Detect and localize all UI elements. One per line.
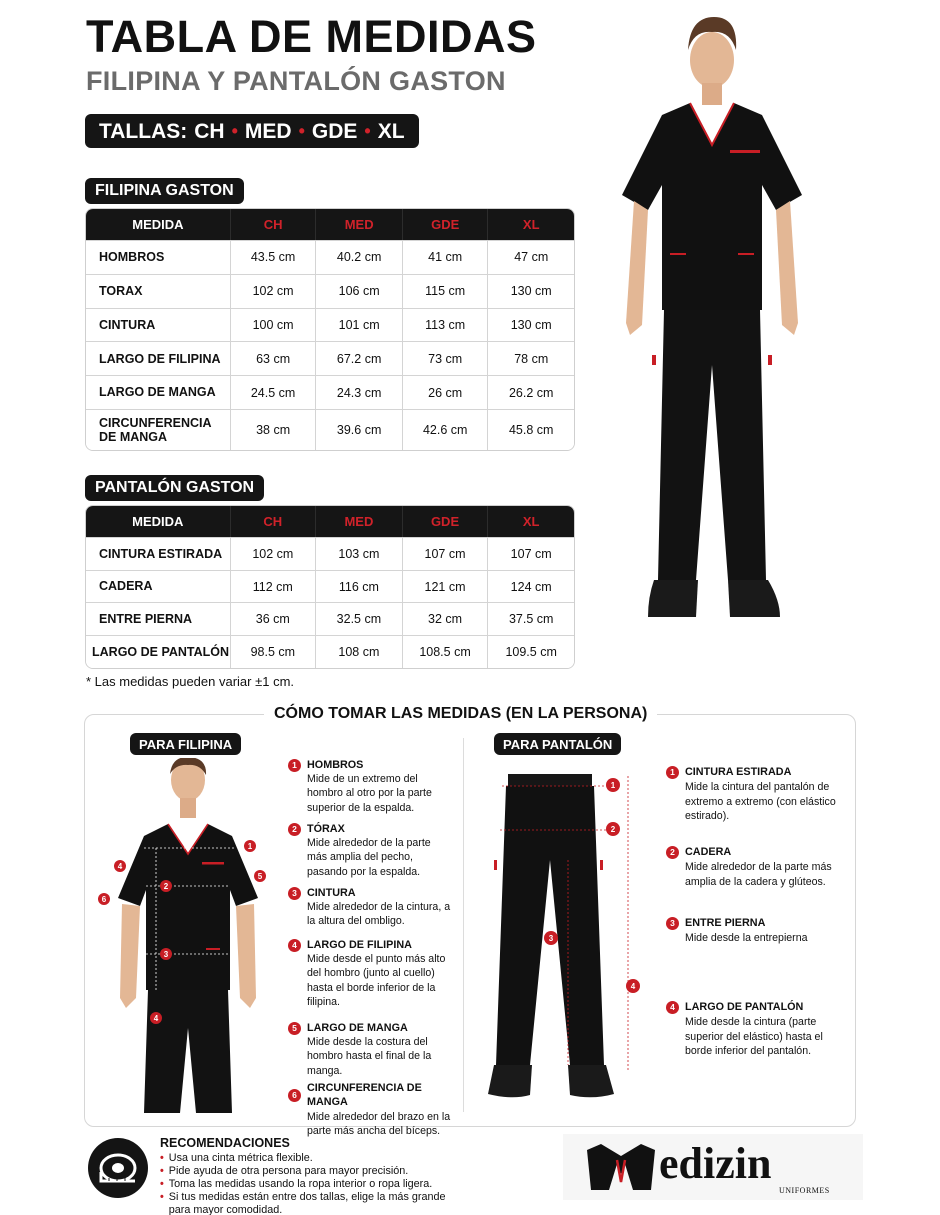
table-row: [86, 308, 574, 342]
table-cell: 32.5 cm: [316, 602, 403, 635]
filipina-section-label: FILIPINA GASTON: [85, 178, 244, 204]
column-header: GDE: [403, 506, 489, 537]
table-cell: 101 cm: [316, 308, 403, 342]
table-cell: 112 cm: [231, 570, 317, 603]
howto-title: CÓMO TOMAR LAS MEDIDAS (EN LA PERSONA): [264, 705, 657, 723]
column-header: CH: [231, 209, 317, 240]
table-cell: 98.5 cm: [231, 635, 317, 668]
row-label: CINTURA ESTIRADA: [86, 537, 231, 570]
svg-text:5: 5: [257, 872, 263, 881]
table-cell: 63 cm: [231, 341, 317, 375]
row-label: HOMBROS: [86, 240, 231, 274]
page-subtitle: FILIPINA Y PANTALÓN GASTON: [86, 66, 506, 96]
table-cell: 130 cm: [488, 308, 574, 342]
table-cell: 100 cm: [231, 308, 317, 342]
step-number-badge: 4: [288, 939, 301, 952]
step-number-badge: 3: [666, 917, 679, 930]
bullet-icon: •: [160, 1177, 164, 1190]
svg-text:6: 6: [101, 895, 107, 904]
size-ch: CH: [194, 119, 225, 143]
row-label: CADERA: [86, 570, 231, 603]
column-header: MEDIDA: [86, 209, 231, 240]
filipina-size-table: [85, 208, 575, 451]
bullet-icon: •: [298, 121, 305, 141]
row-label: ENTRE PIERNA: [86, 602, 231, 635]
table-row: [86, 274, 574, 308]
table-cell: 40.2 cm: [316, 240, 403, 274]
table-cell: 102 cm: [231, 274, 317, 308]
svg-text:2: 2: [610, 825, 616, 834]
para-pantalon-label: PARA PANTALÓN: [494, 733, 621, 755]
measurement-note: * Las medidas pueden variar ±1 cm.: [86, 674, 295, 689]
bullet-icon: •: [160, 1152, 164, 1164]
table-row: [86, 341, 574, 375]
logo-tagline: UNIFORMES: [779, 1186, 830, 1195]
size-gde: GDE: [311, 119, 358, 143]
bullet-icon: •: [364, 121, 371, 141]
svg-text:4: 4: [117, 862, 123, 871]
step-number-badge: 2: [288, 823, 301, 836]
table-cell: 26.2 cm: [488, 375, 574, 409]
table-row: [86, 375, 574, 409]
step-number-badge: 1: [288, 759, 301, 772]
svg-text:1: 1: [610, 781, 616, 790]
table-cell: 107 cm: [403, 537, 489, 570]
table-cell: 37.5 cm: [488, 602, 574, 635]
table-cell: 107 cm: [488, 537, 574, 570]
table-cell: 103 cm: [316, 537, 403, 570]
svg-text:4: 4: [630, 982, 636, 991]
pantalon-measure-diagram: [482, 770, 652, 1105]
bullet-icon: •: [231, 121, 238, 141]
table-cell: 130 cm: [488, 274, 574, 308]
step-number-badge: 2: [666, 846, 679, 859]
step-number-badge: 3: [288, 887, 301, 900]
table-cell: 26 cm: [403, 375, 489, 409]
column-header: MEDIDA: [86, 506, 231, 537]
table-row: [86, 409, 574, 450]
table-cell: 108.5 cm: [403, 635, 489, 668]
column-header: XL: [488, 209, 574, 240]
table-cell: 113 cm: [403, 308, 489, 342]
table-cell: 78 cm: [488, 341, 574, 375]
table-cell: 47 cm: [488, 240, 574, 274]
table-cell: 32 cm: [403, 602, 489, 635]
row-label: CIRCUNFERENCIA DE MANGA: [86, 409, 231, 450]
table-cell: 38 cm: [231, 409, 317, 450]
svg-text:3: 3: [163, 950, 169, 959]
recommendations-list: [160, 1152, 460, 1215]
step-largo-manga: 5 LARGO DE MANGA Mide desde la costura del hombro hasta el final de la manga.: [288, 1021, 453, 1078]
logo-wordmark: edizin: [659, 1139, 772, 1188]
column-header: CH: [231, 506, 317, 537]
table-cell: 24.5 cm: [231, 375, 317, 409]
table-cell: 116 cm: [316, 570, 403, 603]
size-xl: XL: [377, 119, 405, 143]
table-cell: 124 cm: [488, 570, 574, 603]
row-label: CINTURA: [86, 308, 231, 342]
table-cell: 67.2 cm: [316, 341, 403, 375]
table-cell: 109.5 cm: [488, 635, 574, 668]
list-item: • Pide ayuda de otra persona para mayor precisión.: [160, 1164, 409, 1177]
svg-text:1: 1: [247, 842, 253, 851]
table-cell: 73 cm: [403, 341, 489, 375]
medizin-logo: [563, 1134, 863, 1200]
table-cell: 102 cm: [231, 537, 317, 570]
table-cell: 36 cm: [231, 602, 317, 635]
column-header: GDE: [403, 209, 489, 240]
table-cell: 24.3 cm: [316, 375, 403, 409]
model-photo: [590, 5, 835, 635]
step-largo-filipina: 4 LARGO DE FILIPINA Mide desde el punto más alto del hombro (junto al cuello) hasta el borde inferior de la filipina.: [288, 938, 453, 1009]
recommendations-title: RECOMENDACIONES: [160, 1136, 290, 1150]
column-header: XL: [488, 506, 574, 537]
step-cadera: 2 CADERA Mide alrededor de la parte más amplia de la cadera y glúteos.: [666, 845, 841, 889]
table-cell: 42.6 cm: [403, 409, 489, 450]
table-cell: 115 cm: [403, 274, 489, 308]
pantalon-section-label: PANTALÓN GASTON: [85, 475, 264, 501]
table-row: [86, 570, 574, 603]
list-item: • Si tus medidas están entre dos tallas, elige la más grande para mayor comodidad.: [160, 1190, 446, 1215]
list-item: • Usa una cinta métrica flexible.: [160, 1152, 313, 1164]
measuring-tape-icon: [87, 1137, 149, 1199]
table-row: [86, 602, 574, 635]
list-item: • Toma las medidas usando la ropa interior o ropa ligera.: [160, 1177, 433, 1190]
pantalon-size-table: [85, 505, 575, 669]
table-cell: 43.5 cm: [231, 240, 317, 274]
size-med: MED: [244, 119, 292, 143]
table-cell: 121 cm: [403, 570, 489, 603]
row-label: LARGO DE FILIPINA: [86, 341, 231, 375]
sizes-label: TALLAS:: [99, 119, 188, 143]
table-cell: 106 cm: [316, 274, 403, 308]
column-header: MED: [316, 209, 403, 240]
page-title: TABLA DE MEDIDAS: [86, 11, 537, 62]
step-hombros: 1 HOMBROS Mide de un extremo del hombro al otro por la parte superior de la espalda.: [288, 758, 453, 815]
bullet-icon: •: [160, 1190, 164, 1203]
table-row: [86, 635, 574, 668]
step-number-badge: 6: [288, 1089, 301, 1102]
step-number-badge: 5: [288, 1022, 301, 1035]
table-cell: 41 cm: [403, 240, 489, 274]
para-filipina-label: PARA FILIPINA: [130, 733, 241, 755]
panel-divider: [463, 738, 464, 1112]
table-cell: 45.8 cm: [488, 409, 574, 450]
row-label: LARGO DE MANGA: [86, 375, 231, 409]
column-header: MED: [316, 506, 403, 537]
step-number-badge: 4: [666, 1001, 679, 1014]
step-torax: 2 TÓRAX Mide alrededor de la parte más amplia del pecho, pasando por la espalda.: [288, 822, 453, 879]
table-row: [86, 537, 574, 570]
svg-text:4: 4: [153, 1014, 159, 1023]
filipina-measure-diagram: [96, 758, 286, 1118]
step-number-badge: 1: [666, 766, 679, 779]
table-cell: 108 cm: [316, 635, 403, 668]
table-row: [86, 240, 574, 274]
bullet-icon: •: [160, 1164, 164, 1177]
table-cell: 39.6 cm: [316, 409, 403, 450]
step-entre-pierna: 3 ENTRE PIERNA Mide desde la entrepierna: [666, 916, 841, 946]
row-label: LARGO DE PANTALÓN: [86, 635, 231, 668]
step-cintura: 3 CINTURA Mide alrededor de la cintura, a la altura del ombligo.: [288, 886, 453, 929]
step-circunferencia-manga: 6 CIRCUNFERENCIA DE MANGA Mide alrededor del brazo en la parte más ancha del bíceps.: [288, 1081, 460, 1138]
step-largo-pantalon: 4 LARGO DE PANTALÓN Mide desde la cintura (parte superior del elástico) hasta el borde inferior del pantalón.: [666, 1000, 841, 1059]
svg-text:3: 3: [548, 934, 554, 943]
step-cintura-estirada: 1 CINTURA ESTIRADA Mide la cintura del pantalón de extremo a extremo (con elástico estirado).: [666, 765, 841, 824]
sizes-banner: [85, 114, 419, 148]
row-label: TORAX: [86, 274, 231, 308]
svg-text:2: 2: [163, 882, 169, 891]
